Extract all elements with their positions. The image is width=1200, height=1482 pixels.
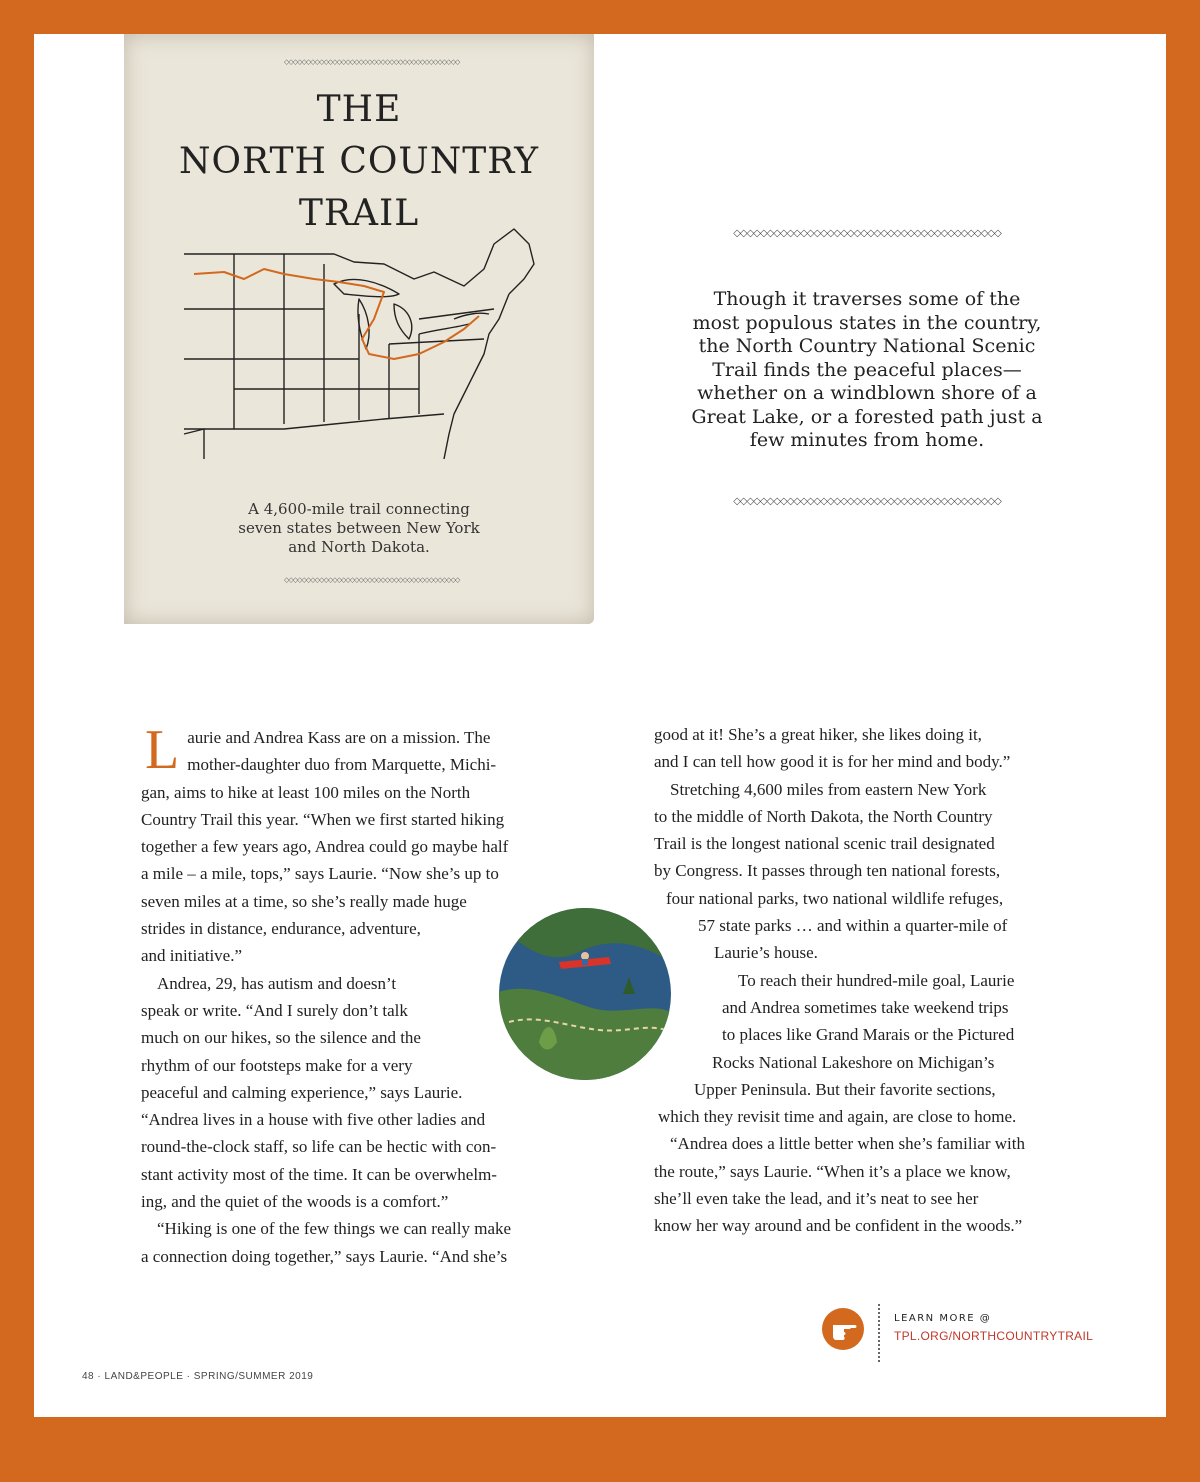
article-line: mother-daughter duo from Marquette, Michi- xyxy=(187,755,497,775)
article-line: ing, and the quiet of the woods is a comfort.” xyxy=(141,1192,449,1212)
article-line: aurie and Andrea Kass are on a mission. The xyxy=(187,728,491,747)
article-column-2 xyxy=(654,721,1084,1240)
pull-quote-line: whether on a windblown shore of a xyxy=(697,382,1037,404)
article-line: “Andrea lives in a house with five other ladies and xyxy=(141,1110,486,1130)
pull-quote-line: Great Lake, or a forested path just a xyxy=(691,405,1043,428)
article-line: she’ll even take the lead, and it’s neat to see her xyxy=(654,1189,979,1209)
pull-quote-divider-top: ◇◇◇◇◇◇◇◇◇◇◇◇◇◇◇◇◇◇◇◇◇◇◇◇◇◇◇◇◇◇◇◇◇◇◇◇◇◇◇◇ xyxy=(733,228,1001,239)
article-line: good at it! She’s a great hiker, she likes doing it, xyxy=(654,725,982,744)
learn-more-block xyxy=(820,1304,1120,1364)
pull-quote-line: Though it traverses some of the xyxy=(713,288,1021,310)
article-line: Laurie’s house. xyxy=(714,943,818,963)
article-line: Stretching 4,600 miles from eastern New York xyxy=(670,779,987,799)
card-title-line: NORTH COUNTRY xyxy=(178,141,539,182)
ornament-divider: ◇◇◇◇◇◇◇◇◇◇◇◇◇◇◇◇◇◇◇◇◇◇◇◇◇◇◇◇◇◇◇◇◇◇◇◇◇◇◇◇ xyxy=(284,58,460,66)
card-title-line: THE xyxy=(316,89,402,130)
article-line: stant activity most of the time. It can be overwhelm- xyxy=(141,1164,497,1184)
card-title-line: TRAIL xyxy=(298,193,420,234)
article-line: which they revisit time and again, are close to home. xyxy=(658,1107,1017,1127)
article-line: strides in distance, endurance, adventure, xyxy=(141,919,421,939)
kayak-illustration xyxy=(499,902,671,1086)
article-line: to places like Grand Marais or the Pictured xyxy=(722,1025,1015,1045)
magazine-page xyxy=(34,34,1166,1417)
article-line: by Congress. It passes through ten national forests, xyxy=(654,861,1001,881)
drop-cap: L xyxy=(145,719,180,781)
card-caption-line: A 4,600-mile trail connecting xyxy=(248,500,470,518)
pull-quote-line: Trail finds the peaceful places— xyxy=(712,358,1022,381)
article-line: 57 state parks … and within a quarter-mile of xyxy=(698,916,1008,936)
article-line: Andrea, 29, has autism and doesn’t xyxy=(157,973,397,993)
article-line: “Andrea does a little better when she’s familiar with xyxy=(670,1134,1025,1154)
article-line: know her way around and be confident in the woods.” xyxy=(654,1216,1023,1236)
learn-more-label: LEARN MORE @ xyxy=(894,1313,992,1324)
card-title xyxy=(124,84,594,240)
card-caption-line: seven states between New York xyxy=(238,519,480,537)
article-line: and Andrea sometimes take weekend trips xyxy=(722,997,1009,1017)
article-line: a mile – a mile, tops,” says Laurie. “Now she’s up to xyxy=(141,864,499,884)
article-line: gan, aims to hike at least 100 miles on the North xyxy=(141,782,471,802)
pull-quote-line: few minutes from home. xyxy=(749,429,985,451)
card-caption xyxy=(184,500,534,557)
article-line: Trail is the longest national scenic trail designated xyxy=(654,834,995,854)
article-line: peaceful and calming experience,” says Laurie. xyxy=(141,1082,463,1102)
article-line: a connection doing together,” says Laurie. “And she’s xyxy=(141,1246,508,1266)
title-card xyxy=(124,34,594,624)
pull-quote-line: the North Country National Scenic xyxy=(698,335,1036,357)
article-line: Rocks National Lakeshore on Michigan’s xyxy=(712,1052,995,1072)
article-line: Upper Peninsula. But their favorite sections, xyxy=(694,1079,996,1099)
article-line: rhythm of our footsteps make for a very xyxy=(141,1055,413,1075)
article-line: the route,” says Laurie. “When it’s a place we know, xyxy=(654,1161,1011,1181)
pull-quote-divider-bottom: ◇◇◇◇◇◇◇◇◇◇◇◇◇◇◇◇◇◇◇◇◇◇◇◇◇◇◇◇◇◇◇◇◇◇◇◇◇◇◇◇ xyxy=(733,496,1001,507)
card-caption-line: and North Dakota. xyxy=(288,538,430,556)
article-line: To reach their hundred-mile goal, Laurie xyxy=(738,970,1015,990)
article-line: four national parks, two national wildlife refuges, xyxy=(666,888,1004,908)
article-line: round-the-clock staff, so life can be hectic with con- xyxy=(141,1137,497,1157)
pull-quote xyxy=(642,288,1092,453)
article-line: speak or write. “And I surely don’t talk xyxy=(141,1000,408,1020)
article-line: and I can tell how good it is for her mind and body.” xyxy=(654,752,1011,772)
pull-quote-line: most populous states in the country, xyxy=(692,311,1042,334)
ornament-divider: ◇◇◇◇◇◇◇◇◇◇◇◇◇◇◇◇◇◇◇◇◇◇◇◇◇◇◇◇◇◇◇◇◇◇◇◇◇◇◇◇ xyxy=(284,576,460,584)
article-line: much on our hikes, so the silence and the xyxy=(141,1028,421,1048)
pointing-hand-icon xyxy=(822,1308,864,1350)
article-line: “Hiking is one of the few things we can really make xyxy=(157,1219,512,1239)
learn-more-separator xyxy=(878,1304,880,1362)
article-line: to the middle of North Dakota, the North Country xyxy=(654,806,993,826)
article-line: together a few years ago, Andrea could go maybe half xyxy=(141,837,509,857)
learn-more-link[interactable]: TPL.ORG/NORTHCOUNTRYTRAIL xyxy=(894,1329,1094,1343)
page-folio: 48 · LAND&PEOPLE · SPRING/SUMMER 2019 xyxy=(82,1371,314,1382)
article-line: Country Trail this year. “When we first started hiking xyxy=(141,809,505,829)
article-line: seven miles at a time, so she’s really made huge xyxy=(141,891,467,911)
article-line: and initiative.” xyxy=(141,946,243,966)
trail-map xyxy=(184,224,554,464)
